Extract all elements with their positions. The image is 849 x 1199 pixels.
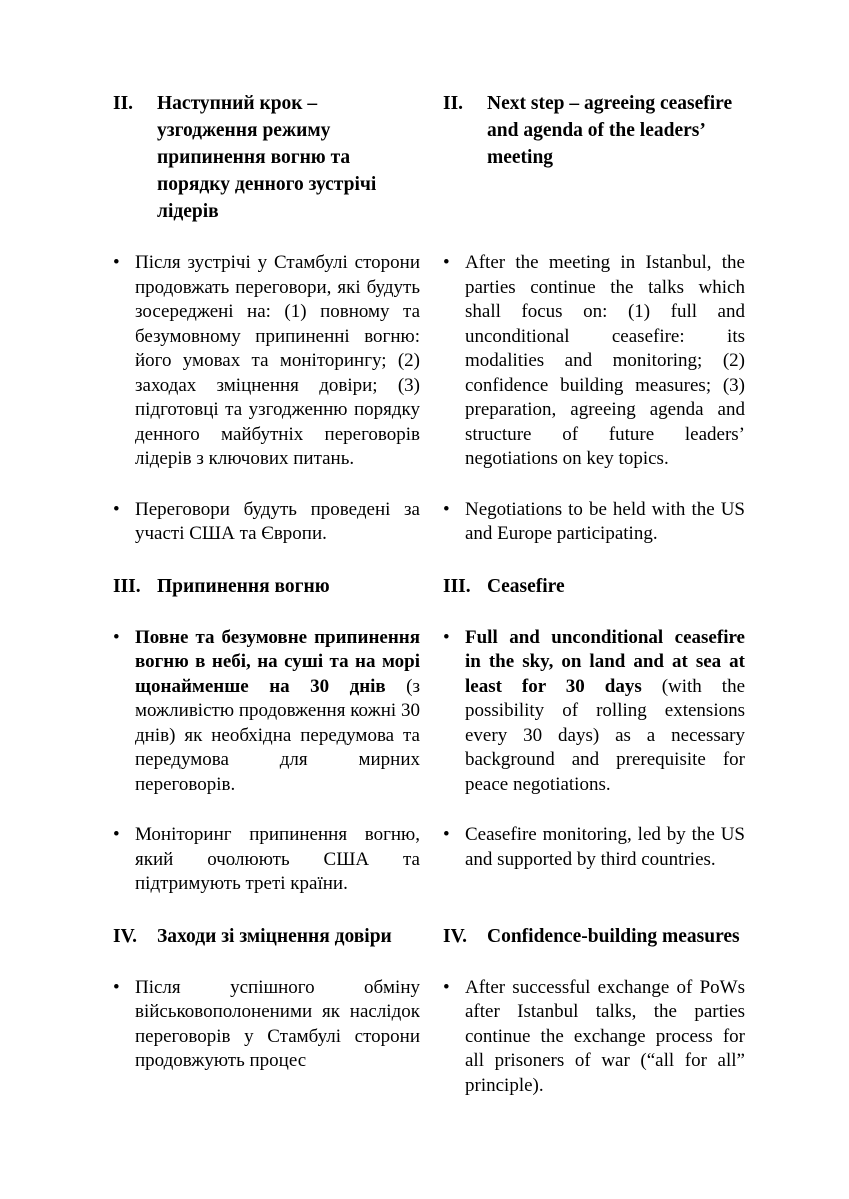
bullet-text bbox=[135, 976, 420, 1074]
bullet-body: Після успішного обміну військовополоненими як наслідок переговорів у Стамбулі сторони продовжують процес bbox=[135, 976, 420, 1071]
bullet-text bbox=[135, 626, 420, 798]
heading-number: III. bbox=[113, 575, 141, 597]
bullet-icon: • bbox=[443, 252, 450, 273]
heading-ua bbox=[113, 923, 420, 950]
bullet-bold-lead: Повне та безумовне припинення вогню в небі, на суші та на морі щонайменше на 30 днів bbox=[135, 626, 420, 697]
heading-en bbox=[443, 90, 745, 225]
bullet-body: (with the possibility of rolling extensions every 30 days) as a necessary background and prerequisite for peace negotiations. bbox=[465, 675, 745, 795]
heading-number: IV. bbox=[443, 925, 468, 947]
bullet-en bbox=[443, 251, 745, 472]
bullet-bold-lead: Full and unconditional ceasefire in the sky, on land and at sea at least for 30 days bbox=[465, 626, 745, 697]
heading-number: IV. bbox=[113, 925, 138, 947]
bullet-text bbox=[465, 498, 745, 547]
bullet-icon: • bbox=[113, 498, 120, 520]
bullet-text bbox=[465, 976, 745, 1099]
bullet-body: Ceasefire monitoring, led by the US and supported by third countries. bbox=[465, 824, 745, 870]
heading-number: II. bbox=[443, 93, 464, 114]
bullet-icon: • bbox=[443, 824, 450, 845]
bullet-body: (з можливістю продовження кожні 30 днів) як необхідна передумова та передумова для мирних переговорів. bbox=[135, 675, 420, 795]
bullet-en bbox=[443, 976, 745, 1099]
bullet-body: Моніторинг припинення вогню, який очолюють США та підтримують треті країни. bbox=[135, 824, 420, 894]
bullet-row bbox=[113, 823, 745, 897]
bullet-en bbox=[443, 626, 745, 798]
section-heading-row bbox=[113, 90, 745, 225]
bullet-icon: • bbox=[443, 626, 450, 648]
bullet-text bbox=[465, 626, 745, 798]
bullet-ua bbox=[113, 626, 420, 798]
heading-ua bbox=[113, 90, 420, 225]
heading-text: Припинення вогню bbox=[157, 575, 330, 597]
bullet-icon: • bbox=[113, 626, 120, 648]
bullet-ua bbox=[113, 823, 420, 897]
bullet-en bbox=[443, 498, 745, 547]
heading-en bbox=[443, 923, 745, 950]
bullet-body: After the meeting in Istanbul, the parties continue the talks which shall focus on: (1) full and unconditional ceasefire: its modalities and monitoring; (2) confidence building measures; (3) preparation, agreeing agenda and structure of future leaders’ negotiations on key topics. bbox=[465, 252, 745, 469]
bullet-text bbox=[135, 823, 420, 897]
bullet-text bbox=[465, 823, 745, 872]
bullet-ua bbox=[113, 251, 420, 472]
bullet-row bbox=[113, 498, 745, 547]
bullet-text bbox=[135, 498, 420, 547]
heading-text: Next step – agreeing ceasefire and agenda of the leaders’ meeting bbox=[487, 93, 733, 168]
bullet-ua bbox=[113, 498, 420, 547]
heading-number: III. bbox=[443, 575, 471, 597]
heading-text: Заходи зі зміцнення довіри bbox=[157, 925, 392, 947]
section-heading-row bbox=[113, 923, 745, 950]
section-heading-row bbox=[113, 573, 745, 600]
bullet-row bbox=[113, 976, 745, 1099]
bullet-icon: • bbox=[443, 498, 450, 520]
bullet-icon: • bbox=[113, 824, 120, 845]
bullet-en bbox=[443, 823, 745, 897]
heading-text: Ceasefire bbox=[487, 575, 565, 597]
bullet-row bbox=[113, 626, 745, 798]
heading-ua bbox=[113, 573, 420, 600]
bullet-icon: • bbox=[113, 252, 120, 273]
bullet-body: Negotiations to be held with the US and Europe participating. bbox=[465, 498, 745, 544]
bullet-text bbox=[135, 251, 420, 472]
heading-en bbox=[443, 573, 745, 600]
bullet-icon: • bbox=[113, 976, 120, 998]
bullet-row bbox=[113, 251, 745, 472]
heading-text: Confidence-building measures bbox=[487, 925, 740, 947]
heading-text: Наступний крок – узгодження режиму припинення вогню та порядку денного зустрічі лідерів bbox=[157, 93, 377, 222]
bullet-body: Після зустрічі у Стамбулі сторони продовжать переговори, які будуть зосереджені на: (1) повному та безумовному припиненні вогню: його умовах та моніторингу; (2) заходах зміцнення довіри; (3) підготовці та узгодженню порядку денного майбутніх переговорів лідерів з ключових питань. bbox=[135, 252, 420, 469]
bullet-body: Переговори будуть проведені за участі США та Європи. bbox=[135, 498, 420, 544]
bullet-icon: • bbox=[443, 976, 450, 998]
bullet-text bbox=[465, 251, 745, 472]
bullet-ua bbox=[113, 976, 420, 1099]
bilingual-document bbox=[113, 90, 745, 1124]
bullet-body: After successful exchange of PoWs after Istanbul talks, the parties continue the exchange process for all prisoners of war (“all for all” principle). bbox=[465, 976, 745, 1096]
heading-number: II. bbox=[113, 93, 134, 114]
